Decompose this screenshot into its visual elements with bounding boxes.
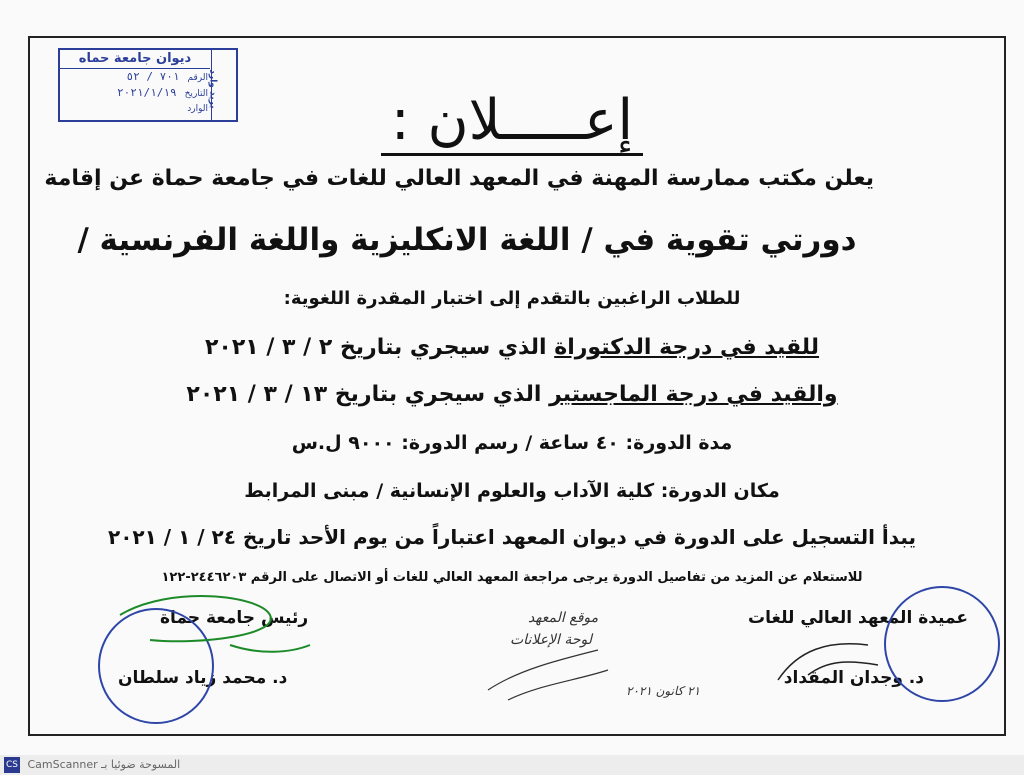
camscanner-logo: CS [4,757,20,773]
scanner-footer [0,755,1024,775]
handwritten-note-2: لوحة الإعلانات [510,632,593,648]
announcement-courses: دورتي تقوية في / اللغة الانكليزية واللغة الفرنسية / [77,222,857,258]
registration-start: يبدأ التسجيل على الدورة في ديوان المعهد اعتباراً من يوم الأحد تاريخ ٢٤ / ١ / ٢٠٢١ [108,525,916,549]
institute-seal-right [884,586,1000,702]
stamp-side-label: بريد وارد [211,50,236,120]
president-name: د. محمد زياد سلطان [118,668,288,688]
stamp-header: ديوان جامعة حماه [60,50,210,69]
president-title: رئيس جامعة حماة [160,608,309,628]
scanner-text: CamScanner المسوحة ضوئيا بـ [27,758,181,771]
announcement-audience: للطلاب الراغبين بالتقدم إلى اختبار المقدرة اللغوية: [283,288,741,309]
dean-title: عميدة المعهد العالي للغات [748,608,968,628]
handwritten-note-1: موقع المعهد [528,610,599,626]
masters-exam-line: والقيد في درجة الماجستير الذي سيجري بتاريخ ١٣ / ٣ / ٢٠٢١ [186,382,838,407]
doctorate-exam-line: للقيد في درجة الدكتوراة الذي سيجري بتاريخ ٢ / ٣ / ٢٠٢١ [204,335,820,360]
handwritten-date: ٢١ كانون ٢٠٢١ [626,684,701,698]
dean-name: د. وجدان المقداد [783,668,924,688]
stamp-date-row: التاريخ٢٠٢١/١/١٩ [117,86,208,99]
dean-signature [768,630,888,690]
president-signature [110,585,320,675]
stamp-number-row: الرقم٧٠١ / ٥٢ [126,70,208,83]
course-location: مكان الدورة: كلية الآداب والعلوم الإنسانية / مبنى المرابط [244,480,780,502]
stamp-received-row: الوارد [187,104,208,114]
course-duration-fee: مدة الدورة: ٤٠ ساعة / رسم الدورة: ٩٠٠٠ ل.س [291,432,733,454]
announcement-title: إعـــــلان : [40,88,984,153]
announcement-intro: يعلن مكتب ممارسة المهنة في المعهد العالي للغات في جامعة حماة عن إقامة [44,166,874,191]
contact-info: للاستعلام عن المزيد من تفاصيل الدورة يرجى مراجعة المعهد العالي للغات أو الاتصال على الرقم ٢٤٤٦٢٠٣-١٢٢ [161,570,863,585]
